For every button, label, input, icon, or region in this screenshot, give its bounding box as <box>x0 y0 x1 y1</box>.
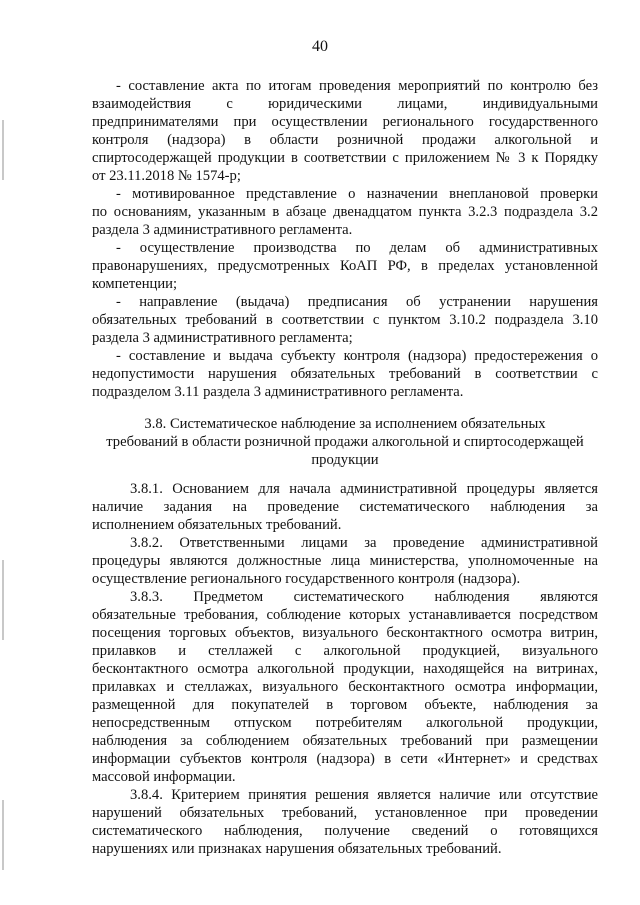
paragraph-line: правонарушениях, предусмотренных КоАП РФ, в пределах установленной <box>92 258 598 274</box>
clause-line: информации субъектов контроля (надзора) в сети «Интернет» и средствах <box>92 751 598 767</box>
clause-line: исполнением обязательных требований. <box>92 517 342 533</box>
paragraph-line: спиртосодержащей продукции в соответствии с приложением № 3 к Порядку <box>92 150 598 166</box>
section-heading-line: требований в области розничной продажи алкогольной и спиртосодержащей <box>106 434 584 450</box>
paragraph-line: - осуществление производства по делам об административных <box>116 240 598 256</box>
clause-line: 3.8.4. Критерием принятия решения является наличие или отсутствие <box>130 787 598 803</box>
page-number: 40 <box>312 38 328 55</box>
clause-line: непосредственным отпуском потребителям алкогольной продукции, <box>92 715 598 731</box>
paragraph-line: раздела 3 административного регламента. <box>92 222 353 238</box>
paragraph-line: обязательных требований в соответствии с пунктом 3.10.2 подраздела 3.10 <box>92 312 598 328</box>
clause-line: прилавков и стеллажей с алкогольной продукцией, визуального <box>92 643 598 659</box>
paragraph-line: подразделом 3.11 раздела 3 административного регламента. <box>92 384 464 400</box>
clause-line: массовой информации. <box>92 769 236 785</box>
clause-line: наличие задания на проведение систематического наблюдения за <box>92 499 598 515</box>
paragraph-line: раздела 3 административного регламента; <box>92 330 353 346</box>
clause-line: осуществление регионального государственного контроля (надзора). <box>92 571 521 587</box>
paragraph-line: - составление акта по итогам проведения мероприятий по контролю без <box>116 78 598 94</box>
paragraph-line: компетенции; <box>92 276 178 292</box>
paragraph-line: недопустимости нарушения обязательных требований в соответствии с <box>92 366 598 382</box>
scan-edge-mark <box>2 800 4 870</box>
clause-line: 3.8.3. Предметом систематического наблюдения являются <box>130 589 598 605</box>
scan-edge-mark <box>2 560 4 640</box>
clause-line: 3.8.2. Ответственными лицами за проведение административной <box>130 535 598 551</box>
clause-line: процедуры являются должностные лица министерства, уполномоченные на <box>92 553 598 569</box>
clause-line: бесконтактного осмотра алкогольной продукции, находящейся на витринах, <box>92 661 598 677</box>
clause-line: систематического наблюдения, получение сведений о готовящихся <box>92 823 598 839</box>
clause-line: наблюдения за соблюдением обязательных требований при размещении <box>92 733 598 749</box>
clause-line: размещенной для покупателей в торговом объекте, наблюдения за <box>92 697 598 713</box>
clause-line: прилавках и стеллажах, визуального бесконтактного осмотра информации, <box>92 679 598 695</box>
clause-line: нарушений обязательных требований, установленное при проведении <box>92 805 598 821</box>
paragraph-line: - мотивированное представление о назначении внеплановой проверки <box>116 186 598 202</box>
section-heading-line: 3.8. Систематическое наблюдение за исполнением обязательных <box>144 416 546 432</box>
paragraph-line: предпринимателями при осуществлении регионального государственного <box>92 114 598 130</box>
clause-line: 3.8.1. Основанием для начала административной процедуры является <box>130 481 598 497</box>
paragraph-line: по основаниям, указанным в абзаце двенадцатом пункта 3.2.3 подраздела 3.2 <box>92 204 598 220</box>
clause-line: посещения торговых объектов, визуального бесконтактного осмотра витрин, <box>92 625 598 641</box>
paragraph-line: взаимодействия с юридическими лицами, индивидуальными <box>92 96 598 112</box>
paragraph-line: - направление (выдача) предписания об устранении нарушения <box>116 294 598 310</box>
paragraph-line: от 23.11.2018 № 1574-р; <box>92 168 241 184</box>
scan-edge-mark <box>2 120 4 180</box>
section-heading-line: продукции <box>311 452 379 468</box>
clause-line: обязательные требования, соблюдение которых устанавливается посредством <box>92 607 598 623</box>
clause-line: нарушениях или признаках нарушения обязательных требований. <box>92 841 502 857</box>
paragraph-line: контроля (надзора) в области розничной продажи алкогольной и <box>92 132 598 148</box>
paragraph-line: - составление и выдача субъекту контроля (надзора) предостережения о <box>116 348 598 364</box>
